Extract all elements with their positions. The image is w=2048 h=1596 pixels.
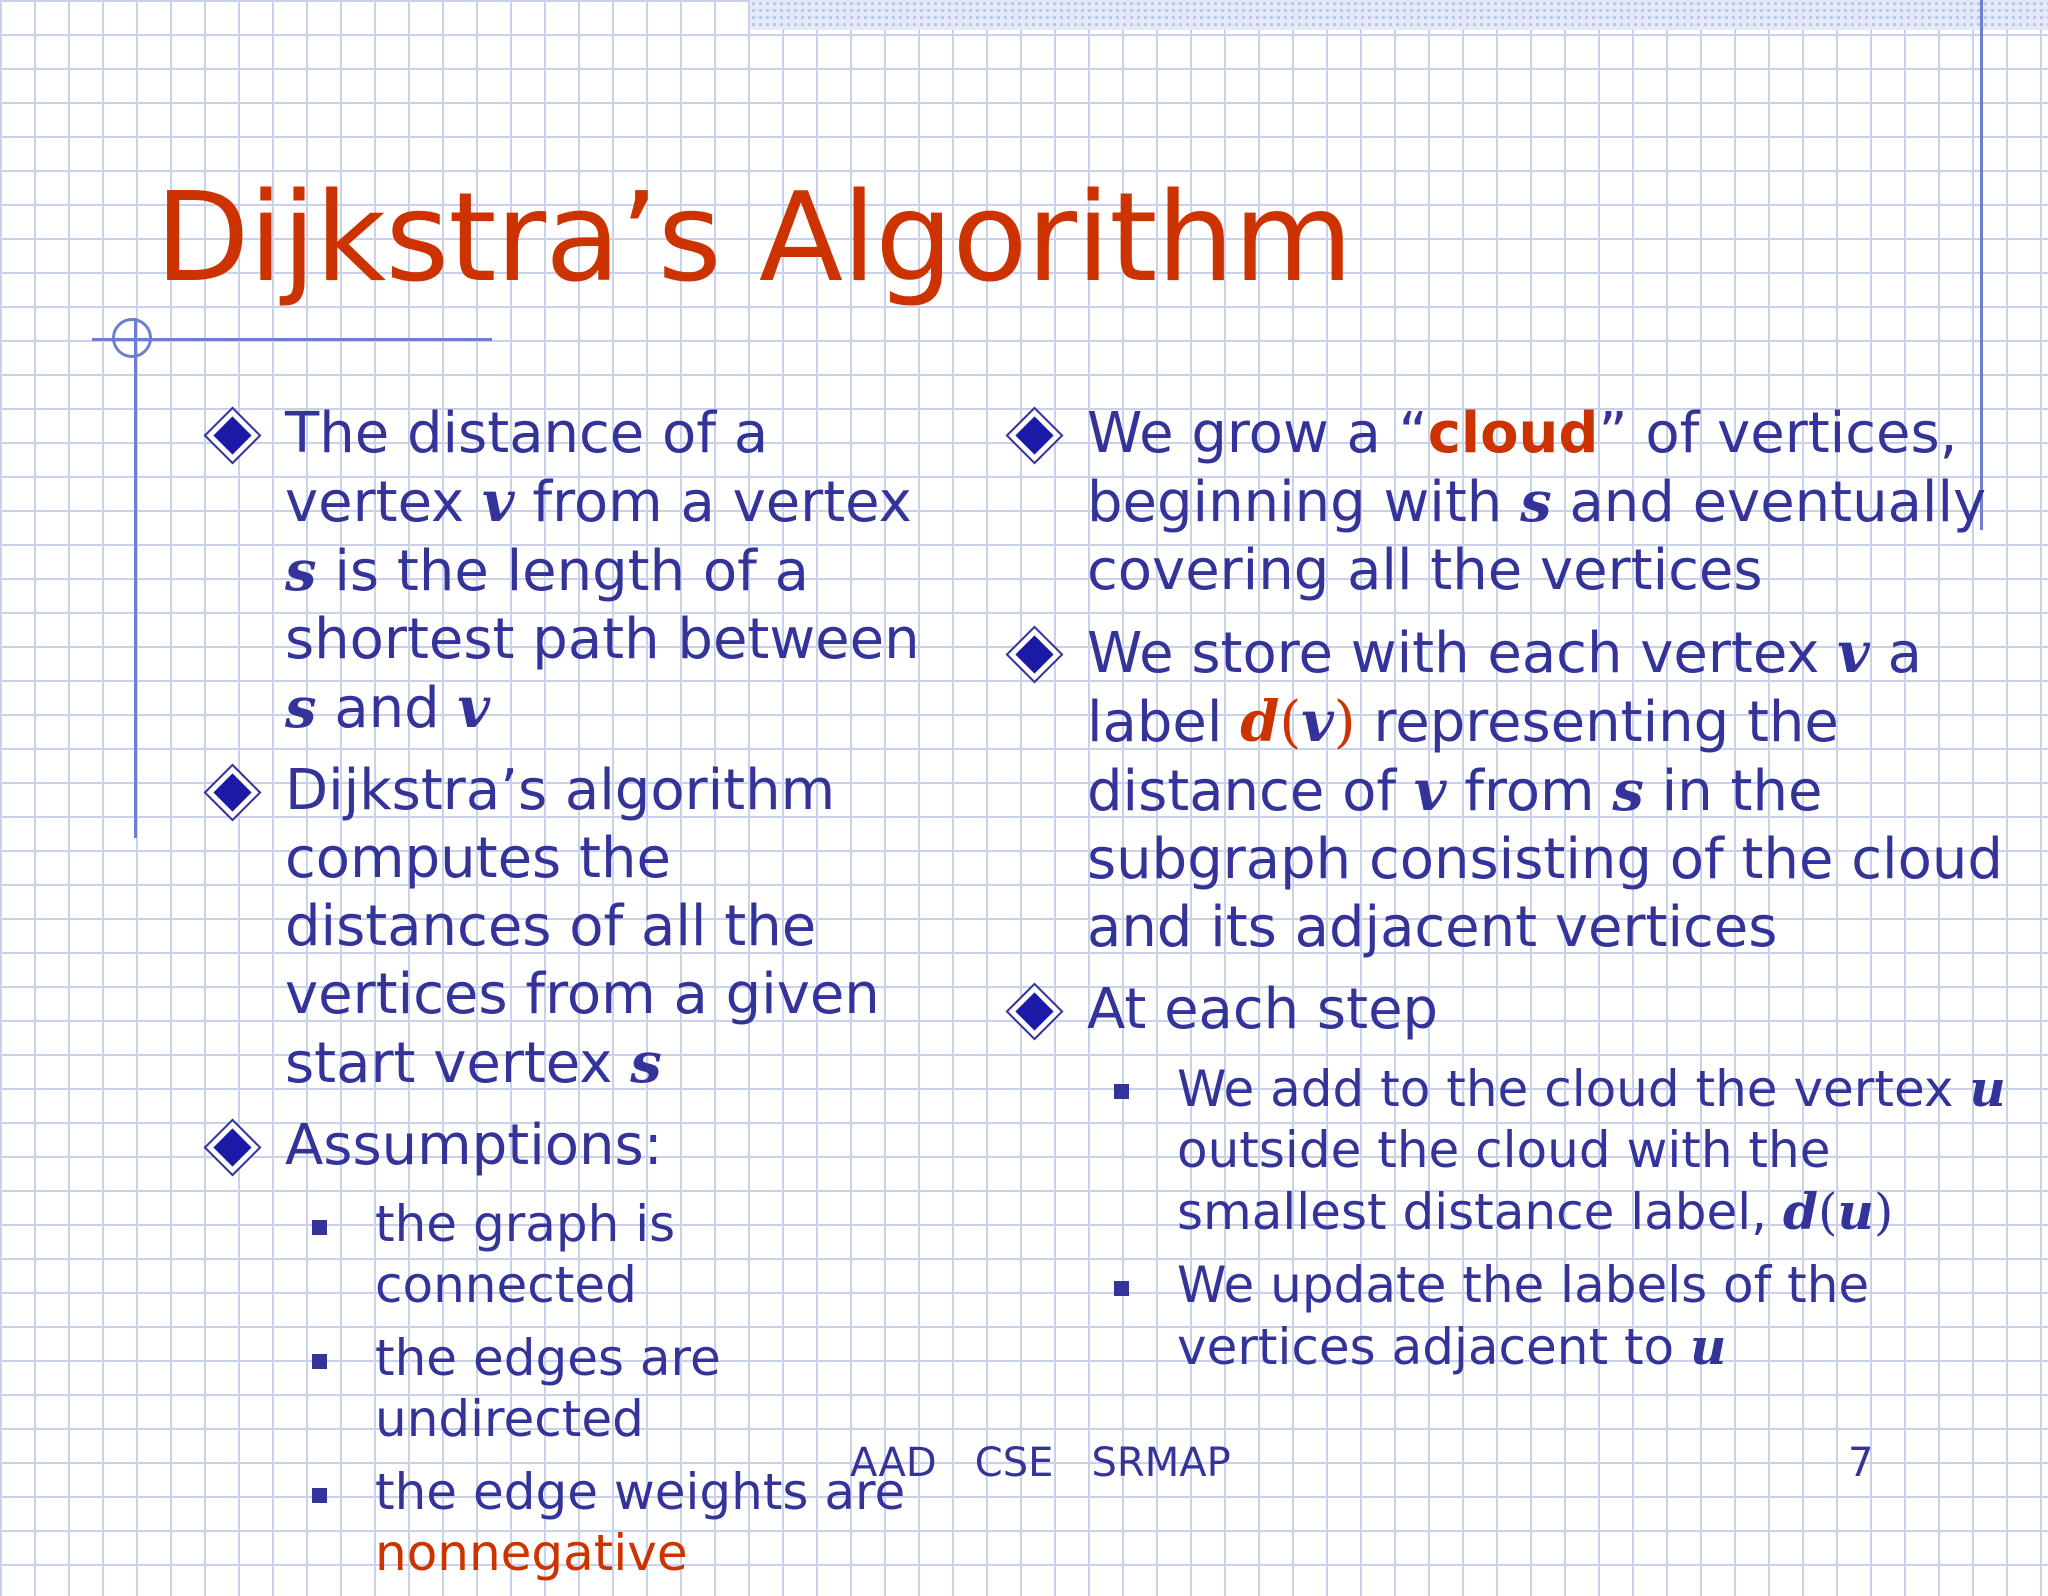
square-bullet-icon xyxy=(1114,1084,1129,1099)
text: from a vertex xyxy=(514,470,912,535)
sub-bullet-add-vertex xyxy=(1007,1058,2007,1243)
text: At each step xyxy=(1087,977,1439,1042)
math-paren: ( xyxy=(1279,690,1302,755)
slide-title: Dijkstra’s Algorithm xyxy=(155,167,1353,310)
math-s: s xyxy=(285,538,317,604)
math-u: u xyxy=(1837,1182,1874,1241)
text: the edge weights are xyxy=(375,1463,906,1521)
math-paren: ) xyxy=(1333,690,1356,755)
math-v: v xyxy=(482,469,515,535)
text: a label xyxy=(1087,621,1922,755)
bullet-store-label xyxy=(1007,619,2007,962)
sub-bullet-update-labels xyxy=(1007,1255,2007,1378)
text: and eventually covering all the vertices xyxy=(1087,470,1987,603)
math-v: v xyxy=(457,675,491,741)
math-paren: ) xyxy=(1873,1183,1894,1241)
bullet-assumptions xyxy=(205,1112,925,1180)
title-circle-ornament xyxy=(112,318,152,358)
right-column xyxy=(1007,400,2007,1390)
math-paren: ( xyxy=(1817,1183,1838,1241)
text: We add to the cloud the vertex xyxy=(1177,1060,1970,1118)
text: from xyxy=(1446,759,1613,824)
bullet-grow-cloud xyxy=(1007,400,2007,605)
math-u: u xyxy=(1969,1059,2006,1118)
math-s: s xyxy=(630,1030,662,1096)
text: Assumptions: xyxy=(285,1113,663,1178)
footer-text: AAD CSE SRMAP xyxy=(850,1440,1231,1486)
bullet-distance-definition xyxy=(205,400,925,743)
bullet-algorithm-purpose xyxy=(205,757,925,1098)
math-s: s xyxy=(285,675,317,741)
diamond-bullet-icon xyxy=(213,1128,251,1166)
text: Dijkstra’s algorithm computes the distances of all the vertices from a given start vertex xyxy=(285,758,880,1096)
highlight-nonnegative: nonnegative xyxy=(375,1524,688,1582)
math-v: v xyxy=(1301,689,1334,755)
square-bullet-icon xyxy=(1114,1281,1129,1296)
math-v: v xyxy=(1837,620,1870,686)
title-underline xyxy=(92,338,492,341)
slide-number: 7 xyxy=(1848,1440,1874,1486)
diamond-bullet-icon xyxy=(1015,992,1053,1030)
math-s: s xyxy=(1520,469,1552,535)
math-d: d xyxy=(1782,1182,1818,1241)
diamond-bullet-icon xyxy=(213,416,251,454)
text: representing the distance of xyxy=(1087,690,1839,824)
sub-bullet-nonnegative xyxy=(205,1462,925,1584)
math-s: s xyxy=(1612,758,1644,824)
text: ” of vertices, beginning with xyxy=(1087,401,1958,535)
text: We grow a “ xyxy=(1087,401,1428,466)
square-bullet-icon xyxy=(312,1220,327,1235)
text: the edges are undirected xyxy=(375,1329,721,1448)
diamond-bullet-icon xyxy=(1015,635,1053,673)
text: is the length of a shortest path between xyxy=(285,539,920,672)
square-bullet-icon xyxy=(312,1354,327,1369)
highlight-cloud: cloud xyxy=(1427,401,1599,466)
text: We store with each vertex xyxy=(1087,621,1838,686)
text: We update the labels of the vertices adjacent to xyxy=(1177,1256,1870,1376)
top-decorative-band xyxy=(750,0,2048,30)
text: The distance of a vertex xyxy=(285,401,769,535)
math-u: u xyxy=(1690,1317,1727,1376)
math-d: d xyxy=(1240,689,1280,755)
math-v: v xyxy=(1413,758,1447,824)
text: outside the cloud with the smallest distance label, xyxy=(1177,1121,1831,1241)
text: in the subgraph consisting of the cloud and its adjacent vertices xyxy=(1087,759,2003,960)
left-accent-line xyxy=(134,318,137,838)
bullet-each-step xyxy=(1007,976,2007,1044)
sub-bullet-connected xyxy=(205,1194,925,1316)
diamond-bullet-icon xyxy=(213,773,251,811)
text: the graph is connected xyxy=(375,1195,676,1314)
left-column xyxy=(205,400,925,1596)
text: and xyxy=(316,676,458,741)
sub-bullet-undirected xyxy=(205,1328,925,1450)
diamond-bullet-icon xyxy=(1015,416,1053,454)
square-bullet-icon xyxy=(312,1488,327,1503)
